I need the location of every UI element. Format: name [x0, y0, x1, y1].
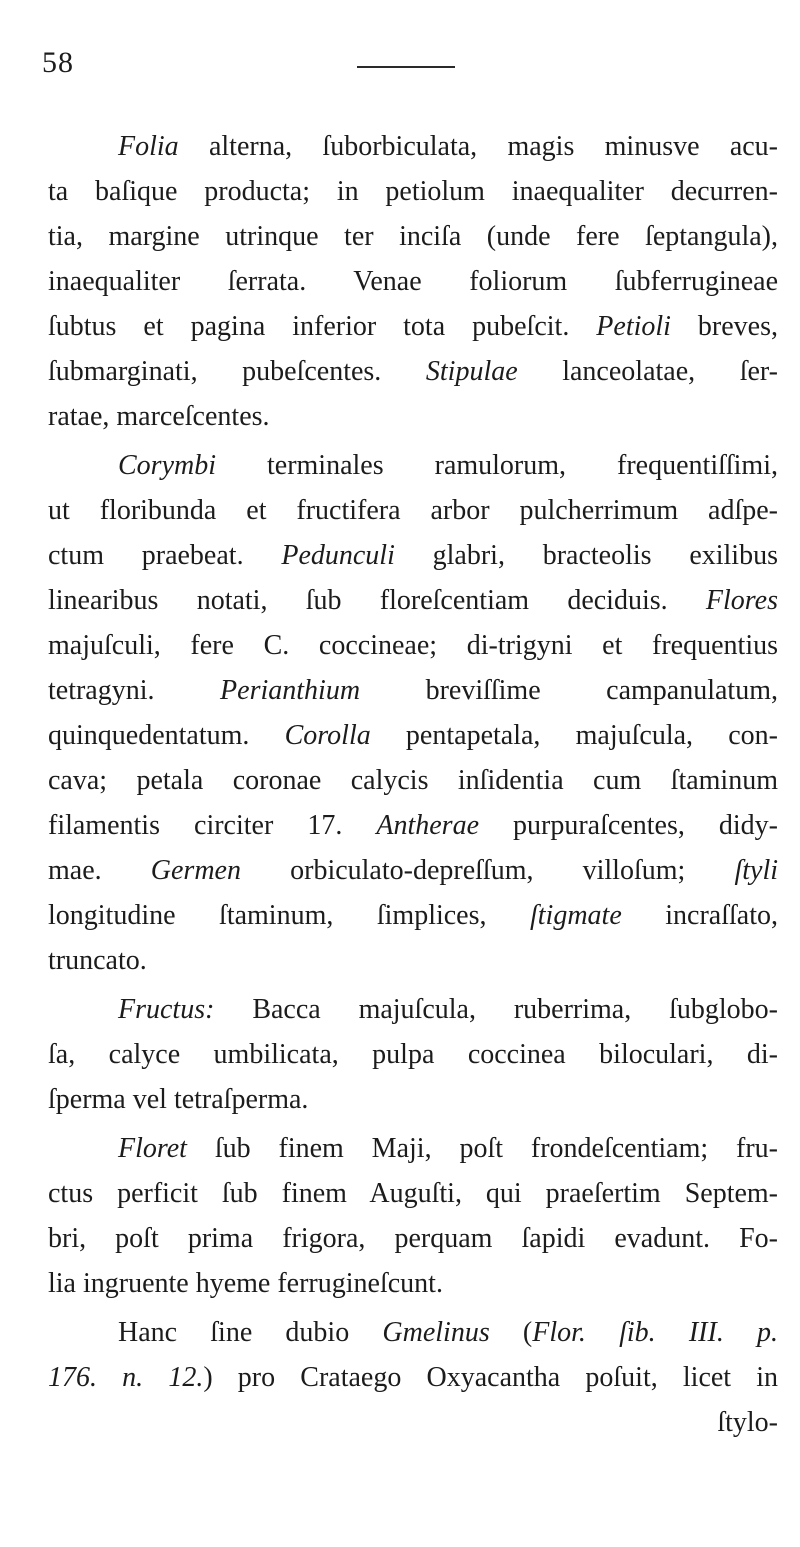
text-run: lanceolatae, ſer-: [517, 356, 778, 387]
text-run: orbiculato-depreſſum, villoſum;: [240, 855, 735, 886]
header-rule: [357, 66, 455, 68]
text-run: ſub finem Maji, poſt frondeſcentiam; fru-: [186, 1133, 778, 1164]
italic-term: Petioli: [596, 311, 671, 342]
text-line: [48, 893, 778, 938]
text-line: [48, 1310, 778, 1355]
text-run: Hanc ſine dubio: [118, 1317, 383, 1348]
text-line: [48, 124, 778, 169]
text-run: longitudine ſtaminum, ſimplices,: [48, 900, 530, 931]
text-run: ut floribunda et fructifera arbor pulcherrimum adſpe-: [48, 495, 778, 526]
text-line: [48, 758, 778, 803]
text-run: ctus perficit ſub finem Auguſti, qui praeſertim Septem-: [48, 1178, 778, 1209]
text-line: [48, 1400, 778, 1445]
paragraph: [48, 1310, 778, 1445]
text-run: breves,: [670, 311, 779, 342]
text-line: [48, 803, 778, 848]
text-run: cava; petala coronae calycis inſidentia cum ſtaminum: [48, 765, 778, 796]
text-line: [48, 443, 778, 488]
italic-term: Gmelinus: [382, 1317, 490, 1348]
text-run: ratae, marceſcentes.: [48, 401, 270, 432]
italic-term: Germen: [150, 855, 241, 886]
italic-term: Flores: [705, 585, 778, 616]
paragraph: [48, 443, 778, 983]
text-line: [48, 214, 778, 259]
text-run: filamentis circiter 17.: [48, 810, 377, 841]
text-line: [48, 668, 778, 713]
text-run: terminales ramulorum, frequentiſſimi,: [216, 450, 778, 481]
text-line: [48, 1077, 778, 1122]
text-run: linearibus notati, ſub floreſcentiam deciduis.: [48, 585, 706, 616]
text-run: purpuraſcentes, didy-: [479, 810, 778, 841]
text-run: Bacca majuſcula, ruberrima, ſubglobo-: [214, 994, 778, 1025]
text-line: [48, 938, 778, 983]
text-run: quinquedentatum.: [48, 720, 285, 751]
paragraph: [48, 1126, 778, 1306]
italic-term: Pedunculi: [281, 540, 395, 571]
text-line: [48, 488, 778, 533]
italic-term: Flor. ſib. III. p.: [532, 1317, 779, 1348]
text-run: ) pro Crataego Oxyacantha poſuit, licet in: [203, 1362, 779, 1393]
italic-term: Perianthium: [220, 675, 361, 706]
text-run: tia, margine utrinque ter inciſa (unde fere ſeptangula),: [48, 221, 778, 252]
text-run: alterna, ſuborbiculata, magis minusve acu-: [178, 131, 778, 162]
text-line: [48, 1355, 778, 1400]
text-run: pentapetala, majuſcula, con-: [370, 720, 778, 751]
text-line: [48, 394, 778, 439]
text-run: (: [489, 1317, 533, 1348]
italic-term: Stipulae: [425, 356, 518, 387]
text-run: incraſſato,: [621, 900, 778, 931]
page-number: 58: [42, 46, 74, 79]
text-run: ſubtus et pagina inferior tota pubeſcit.: [48, 311, 597, 342]
text-line: [48, 848, 778, 893]
text-run: majuſculi, fere C. coccineae; di-trigyni et frequentius: [48, 630, 778, 661]
text-line: [48, 349, 778, 394]
text-line: [48, 713, 778, 758]
text-line: [48, 1171, 778, 1216]
body-text: [48, 124, 778, 1445]
text-run: ſtylo-: [717, 1407, 778, 1438]
italic-term: Corolla: [284, 720, 371, 751]
text-run: ctum praebeat.: [48, 540, 282, 571]
text-run: lia ingruente hyeme ferrugineſcunt.: [48, 1268, 443, 1299]
text-line: [48, 623, 778, 668]
italic-term: 176. n. 12.: [48, 1362, 204, 1393]
paragraph: [48, 124, 778, 439]
text-run: inaequaliter ſerrata. Venae foliorum ſubferrugineae: [48, 266, 778, 297]
text-line: [48, 304, 778, 349]
text-line: [48, 533, 778, 578]
text-line: [48, 259, 778, 304]
paragraph: [48, 987, 778, 1122]
italic-term: ſtigmate: [530, 900, 622, 931]
italic-term: Folia: [118, 131, 179, 162]
text-run: ſubmarginati, pubeſcentes.: [48, 356, 426, 387]
text-line: [48, 1261, 778, 1306]
text-line: [48, 169, 778, 214]
text-run: ſperma vel tetraſperma.: [48, 1084, 309, 1115]
text-run: breviſſime campanulatum,: [360, 675, 778, 706]
text-run: ta baſique producta; in petiolum inaequaliter decurren-: [48, 176, 778, 207]
text-line: [48, 1126, 778, 1171]
text-run: bri, poſt prima frigora, perquam ſapidi evadunt. Fo-: [48, 1223, 778, 1254]
italic-term: Corymbi: [118, 450, 216, 481]
italic-term: Fructus:: [118, 994, 215, 1025]
italic-term: Antherae: [376, 810, 479, 841]
text-line: [48, 1032, 778, 1077]
italic-term: Floret: [118, 1133, 187, 1164]
text-line: [48, 987, 778, 1032]
text-run: tetragyni.: [48, 675, 221, 706]
text-run: truncato.: [48, 945, 147, 976]
text-run: glabri, bracteolis exilibus: [394, 540, 778, 571]
text-run: ſa, calyce umbilicata, pulpa coccinea biloculari, di-: [48, 1039, 778, 1070]
italic-term: ſtyli: [734, 855, 778, 886]
text-line: [48, 578, 778, 623]
text-line: [48, 1216, 778, 1261]
text-run: mae.: [48, 855, 151, 886]
